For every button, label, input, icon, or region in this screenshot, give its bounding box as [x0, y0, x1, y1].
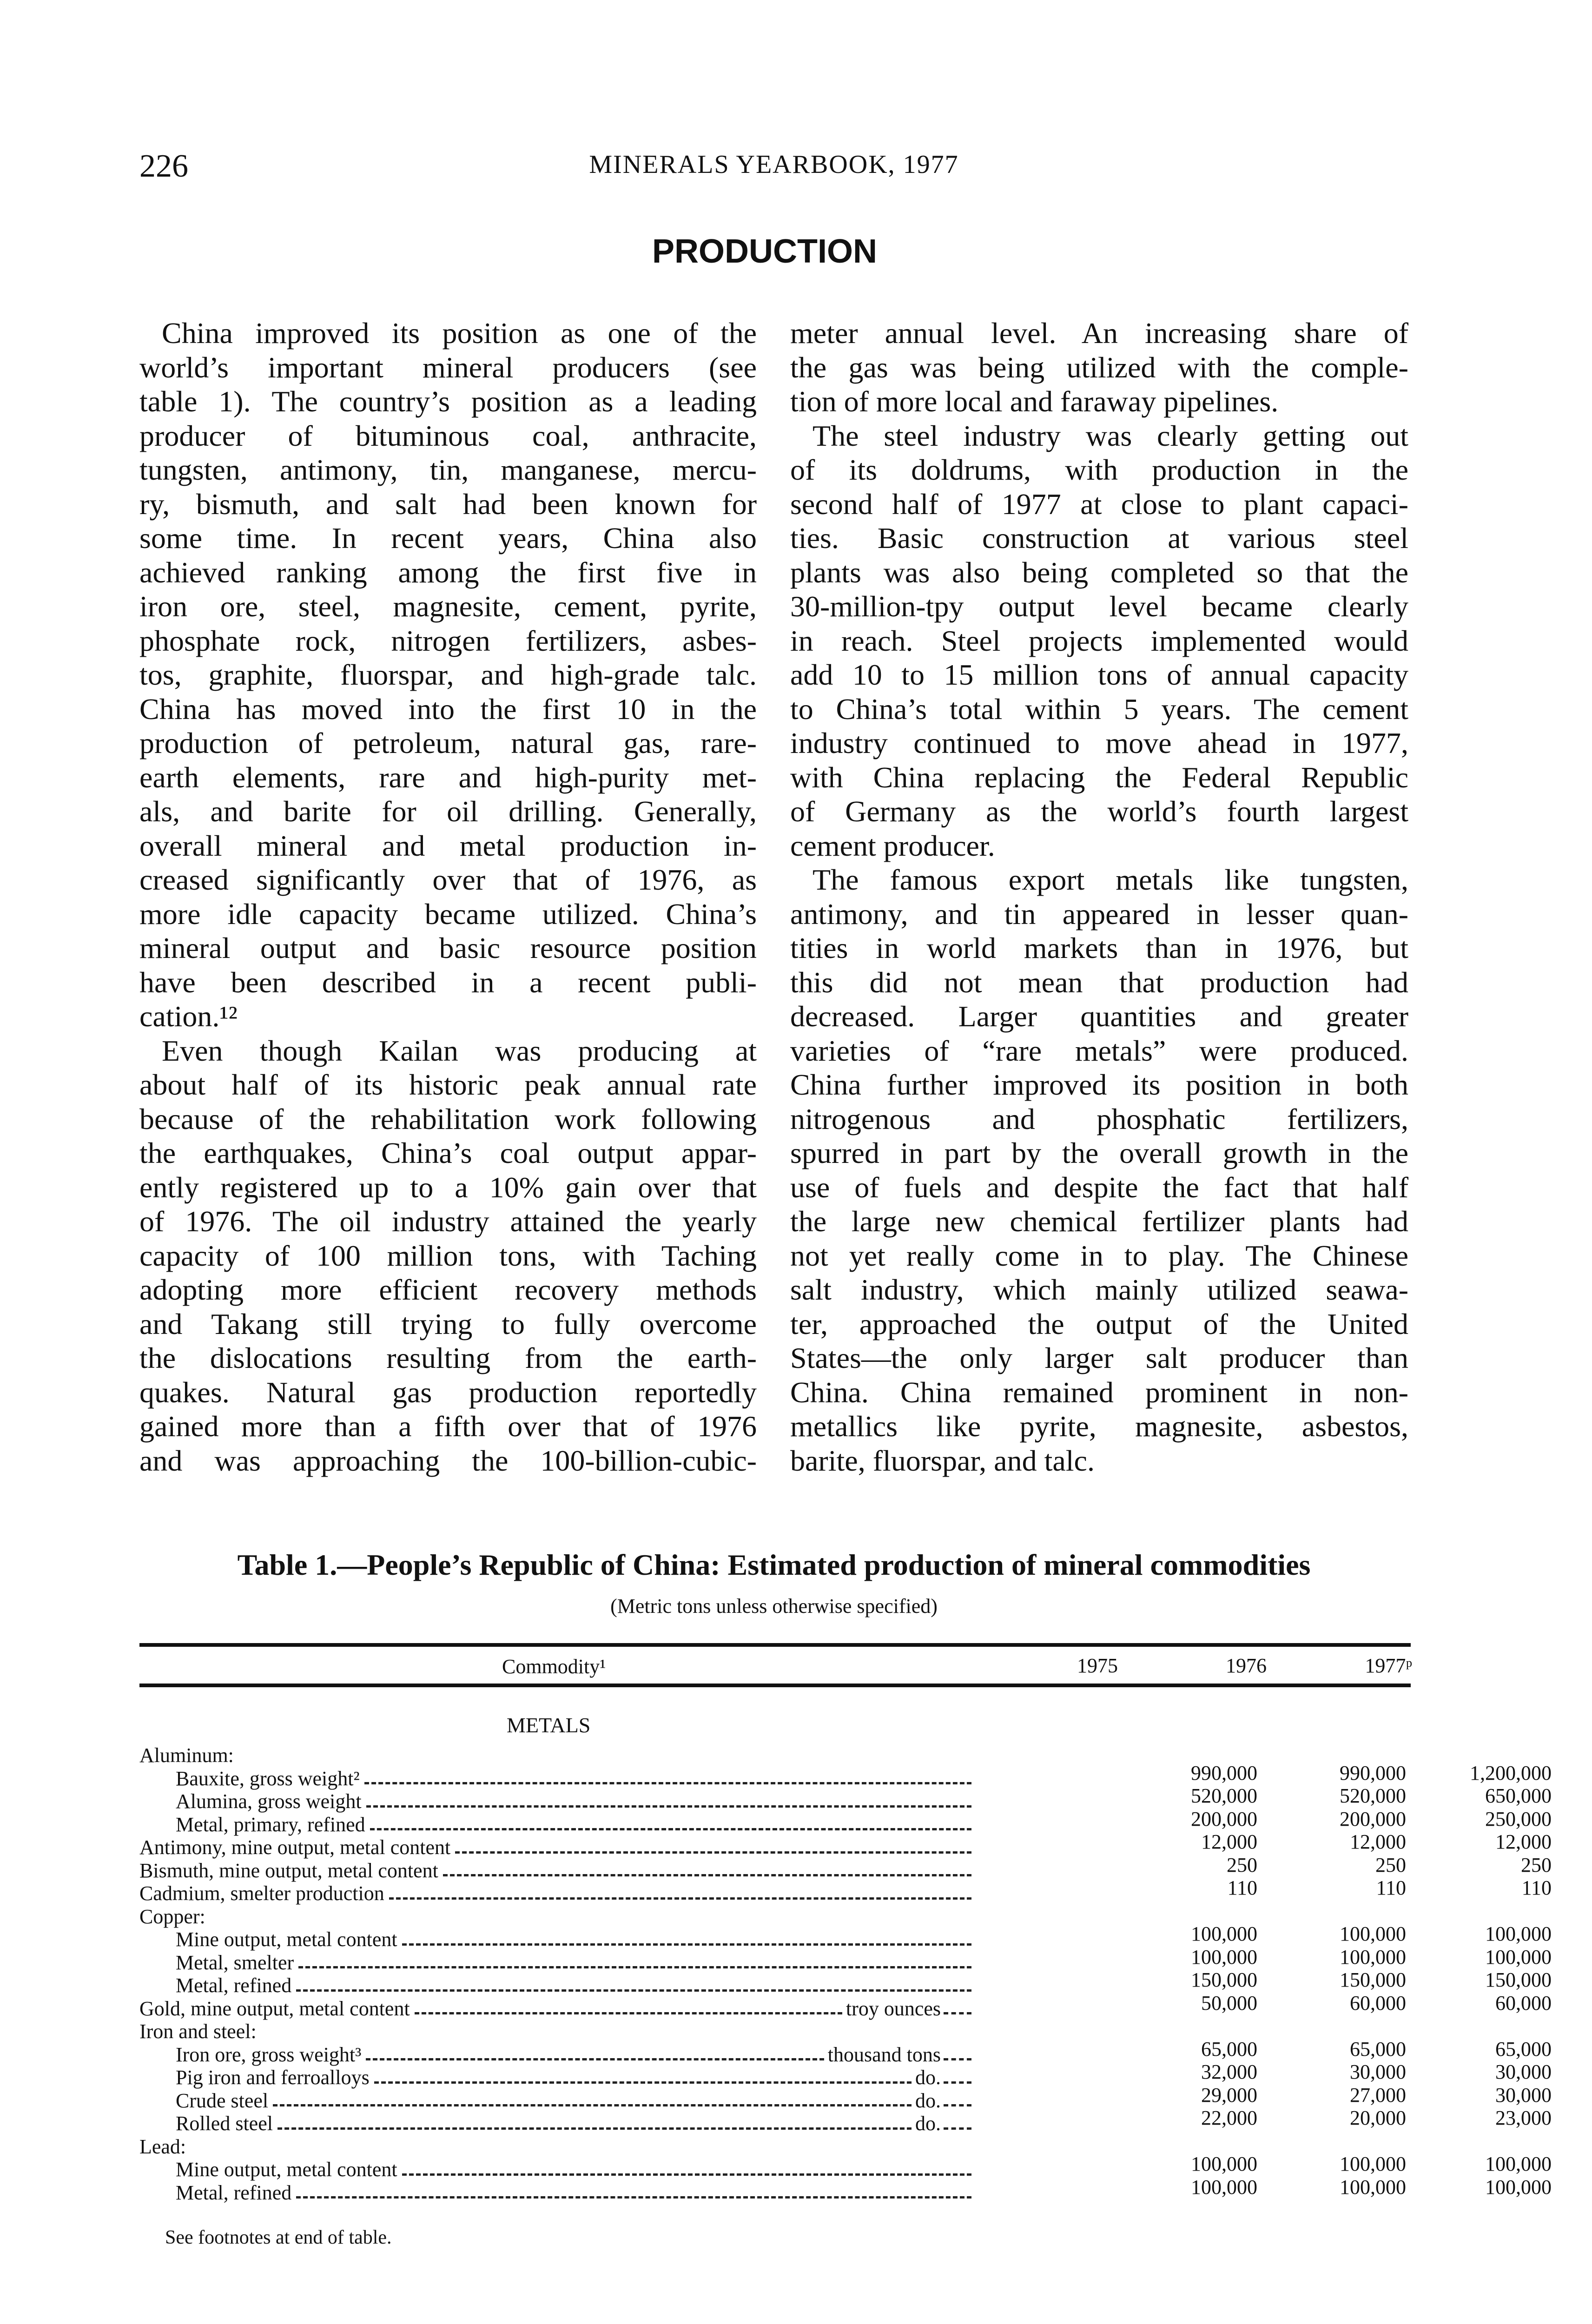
section-title: PRODUCTION — [652, 233, 877, 270]
value-1975: 110 — [1227, 1876, 1257, 1899]
text-line: with China replacing the Federal Republic — [790, 760, 1408, 794]
value-1977: 100,000 — [1485, 2175, 1552, 2199]
text-line: second half of 1977 at close to plant capaci- — [790, 487, 1408, 521]
text-line: ently registered up to a 10% gain over that — [139, 1170, 757, 1204]
value-1976: 110 — [1376, 1876, 1406, 1899]
value-1977: 30,000 — [1495, 2083, 1552, 2106]
value-1976: 990,000 — [1340, 1761, 1406, 1784]
table-row — [139, 2175, 1552, 2205]
text-line: meter annual level. An increasing share of — [790, 317, 1408, 350]
value-1975: 100,000 — [1191, 1945, 1257, 1968]
commodity-label: Aluminum: — [139, 1744, 234, 1767]
leader-dots — [374, 2081, 912, 2084]
leader-dots — [402, 1943, 971, 1946]
table-body — [139, 1744, 1552, 2204]
value-1976: 27,000 — [1350, 2083, 1406, 2106]
value-1975: 250 — [1227, 1853, 1257, 1876]
text-line: metallics like pyrite, magnesite, asbestos, — [790, 1410, 1408, 1443]
table-row — [139, 1991, 1552, 2020]
text-line: capacity of 100 million tons, with Taching — [139, 1239, 757, 1272]
text-line: ties. Basic construction at various steel — [790, 522, 1408, 555]
commodity-label: Rolled steel — [176, 2112, 273, 2135]
text-line: China has moved into the first 10 in the — [139, 692, 757, 726]
header-1977: 1977ᵖ — [1365, 1654, 1412, 1677]
text-line: cation.¹² — [139, 1000, 238, 1033]
value-1976: 30,000 — [1350, 2060, 1406, 2083]
leader-dots — [366, 1805, 971, 1808]
leader-dots — [415, 2012, 842, 2014]
value-1977: 100,000 — [1485, 2152, 1552, 2175]
text-line: States—the only larger salt producer than — [790, 1341, 1408, 1374]
leader-dots — [944, 2012, 971, 2014]
row-label-cell — [139, 2135, 971, 2159]
text-line: of 1976. The oil industry attained the yearly — [139, 1205, 757, 1238]
value-1977: 250 — [1521, 1853, 1552, 1876]
value-1975: 50,000 — [1201, 1991, 1257, 2014]
commodity-label: Pig iron and ferroalloys — [176, 2066, 370, 2089]
commodity-label: Metal, primary, refined — [176, 1813, 365, 1836]
text-line: China improved its position as one of the — [162, 317, 757, 350]
commodity-label: Iron and steel: — [139, 2020, 257, 2043]
row-label-cell — [139, 1905, 971, 1928]
commodity-label: Crude steel — [176, 2089, 269, 2112]
leader-dots — [455, 1851, 971, 1854]
row-label-cell — [139, 1882, 971, 1905]
leader-dots — [277, 2127, 912, 2130]
table-subtitle: (Metric tons unless otherwise specified) — [610, 1595, 938, 1618]
value-1975: 100,000 — [1191, 2175, 1257, 2199]
unit-label: do. — [915, 2112, 941, 2135]
table-row — [139, 2106, 1552, 2135]
value-1977: 60,000 — [1495, 1991, 1552, 2014]
text-line: world’s important mineral producers (see — [139, 350, 757, 384]
value-1976: 250 — [1375, 1853, 1406, 1876]
commodity-label: Mine output, metal content — [176, 2158, 397, 2181]
unit-label: do. — [915, 2089, 941, 2112]
value-1976: 65,000 — [1350, 2037, 1406, 2060]
leader-dots — [944, 2058, 971, 2060]
row-label-cell — [176, 2066, 971, 2089]
commodity-label: Bauxite, gross weight² — [176, 1767, 360, 1790]
text-line: gained more than a fifth over that of 1976 — [139, 1410, 757, 1443]
text-line: tities in world markets than in 1976, but — [790, 931, 1408, 964]
commodity-label: Metal, refined — [176, 2181, 292, 2204]
row-label-cell — [176, 2112, 971, 2135]
value-1975: 150,000 — [1191, 1968, 1257, 1991]
commodity-label: Metal, smelter — [176, 1951, 294, 1974]
row-label-cell — [176, 2181, 971, 2205]
text-line: adopting more efficient recovery methods — [139, 1273, 757, 1306]
text-line: and was approaching the 100-billion-cubic- — [139, 1444, 757, 1477]
value-1977: 1,200,000 — [1470, 1761, 1552, 1784]
section-metals: METALS — [507, 1713, 591, 1737]
text-line: of Germany as the world’s fourth largest — [790, 795, 1408, 828]
row-label-cell — [176, 2043, 971, 2067]
text-line: overall mineral and metal production in- — [139, 829, 757, 862]
text-line: ry, bismuth, and salt had been known for — [139, 487, 757, 521]
value-1977: 12,000 — [1495, 1830, 1552, 1853]
unit-label: troy ounces — [846, 1997, 941, 2020]
text-line: 30-million-tpy output level became clearly — [790, 590, 1408, 623]
value-1976: 100,000 — [1340, 2152, 1406, 2175]
commodity-label: Lead: — [139, 2135, 186, 2158]
value-1975: 990,000 — [1191, 1761, 1257, 1784]
value-1977: 100,000 — [1485, 1922, 1552, 1945]
value-1976: 200,000 — [1340, 1807, 1406, 1830]
value-1976: 12,000 — [1350, 1830, 1406, 1853]
text-line: the earthquakes, China’s coal output appar- — [139, 1136, 757, 1169]
text-line: salt industry, which mainly utilized seawa- — [790, 1273, 1408, 1306]
value-1977: 150,000 — [1485, 1968, 1552, 1991]
unit-label: do. — [915, 2066, 941, 2089]
commodity-label: Bismuth, mine output, metal content — [139, 1859, 438, 1882]
commodity-label: Metal, refined — [176, 1974, 292, 1997]
commodity-label: Alumina, gross weight — [176, 1790, 362, 1813]
value-1976: 150,000 — [1340, 1968, 1406, 1991]
text-line: and Takang still trying to fully overcome — [139, 1307, 757, 1340]
value-1977: 23,000 — [1495, 2106, 1552, 2129]
commodity-label: Iron ore, gross weight³ — [176, 2043, 362, 2066]
leader-dots — [443, 1874, 971, 1876]
text-line: phosphate rock, nitrogen fertilizers, asbes- — [139, 624, 757, 657]
value-1975: 100,000 — [1191, 1922, 1257, 1945]
text-column-left — [139, 316, 757, 1478]
row-label-cell — [139, 1836, 971, 1859]
commodity-label: Cadmium, smelter production — [139, 1882, 384, 1905]
text-line: tungsten, antimony, tin, manganese, mercu- — [139, 453, 757, 486]
row-label-cell — [176, 1951, 971, 1974]
leader-dots — [364, 1782, 971, 1784]
leader-dots — [370, 1828, 971, 1830]
value-1977: 110 — [1521, 1876, 1552, 1899]
row-label-cell — [139, 2020, 971, 2043]
text-line: the gas was being utilized with the comple- — [790, 350, 1408, 384]
text-line: spurred in part by the overall growth in the — [790, 1136, 1408, 1169]
text-line: The steel industry was clearly getting out — [813, 419, 1408, 452]
running-head: MINERALS YEARBOOK, 1977 — [589, 150, 959, 179]
value-1975: 32,000 — [1201, 2060, 1257, 2083]
commodity-label: Gold, mine output, metal content — [139, 1997, 410, 2020]
commodity-label: Copper: — [139, 1905, 205, 1928]
text-line: tos, graphite, fluorspar, and high-grade talc. — [139, 658, 757, 691]
text-line: China further improved its position in both — [790, 1068, 1408, 1101]
text-line: als, and barite for oil drilling. Generally, — [139, 795, 757, 828]
value-1977: 250,000 — [1485, 1807, 1552, 1830]
leader-dots — [273, 2104, 912, 2106]
header-commodity: Commodity¹ — [502, 1655, 606, 1678]
value-1976: 60,000 — [1350, 1991, 1406, 2014]
text-line: the large new chemical fertilizer plants had — [790, 1205, 1408, 1238]
leader-dots — [944, 2127, 971, 2130]
row-label-cell — [176, 1767, 971, 1790]
text-line: tion of more local and faraway pipelines. — [790, 385, 1279, 418]
row-label-cell — [176, 1790, 971, 1813]
value-1975: 12,000 — [1201, 1830, 1257, 1853]
value-1977: 30,000 — [1495, 2060, 1552, 2083]
unit-label: thousand tons — [827, 2043, 941, 2066]
leader-dots — [296, 1989, 971, 1992]
header-1976: 1976 — [1226, 1654, 1267, 1677]
leader-dots — [296, 2196, 971, 2199]
text-line: antimony, and tin appeared in lesser quan- — [790, 897, 1408, 931]
text-column-right — [790, 316, 1408, 1478]
table-row — [139, 1876, 1552, 1905]
text-line: producer of bituminous coal, anthracite, — [139, 419, 757, 452]
value-1976: 20,000 — [1350, 2106, 1406, 2129]
text-line: varieties of “rare metals” were produced. — [790, 1034, 1408, 1067]
value-1975: 65,000 — [1201, 2037, 1257, 2060]
text-line: use of fuels and despite the fact that half — [790, 1170, 1408, 1204]
value-1975: 200,000 — [1191, 1807, 1257, 1830]
text-line: quakes. Natural gas production reportedly — [139, 1375, 757, 1409]
text-line: China. China remained prominent in non- — [790, 1375, 1408, 1409]
table-rule-header — [139, 1684, 1411, 1687]
value-1976: 520,000 — [1340, 1784, 1406, 1807]
value-1976: 100,000 — [1340, 1945, 1406, 1968]
leader-dots — [944, 2104, 971, 2106]
text-line: the dislocations resulting from the earth- — [139, 1341, 757, 1374]
text-line: this did not mean that production had — [790, 965, 1408, 999]
commodity-label: Antimony, mine output, metal content — [139, 1836, 451, 1859]
text-line: about half of its historic peak annual rate — [139, 1068, 757, 1101]
header-1975: 1975 — [1077, 1654, 1118, 1677]
text-line: industry continued to move ahead in 1977, — [790, 726, 1408, 759]
leader-dots — [944, 2081, 971, 2084]
row-label-cell — [139, 1859, 971, 1882]
text-line: not yet really come in to play. The Chinese — [790, 1239, 1408, 1272]
row-label-cell — [139, 1997, 971, 2020]
text-line: table 1). The country’s position as a leading — [139, 385, 757, 418]
text-line: in reach. Steel projects implemented would — [790, 624, 1408, 657]
text-line: creased significantly over that of 1976, as — [139, 863, 757, 896]
page-number: 226 — [139, 148, 188, 184]
value-1976: 100,000 — [1340, 1922, 1406, 1945]
leader-dots — [366, 2058, 824, 2060]
row-label-cell — [176, 1928, 971, 1951]
text-line: Even though Kailan was producing at — [162, 1034, 757, 1067]
text-line: cement producer. — [790, 829, 995, 862]
text-line: of its doldrums, with production in the — [790, 453, 1408, 486]
value-1977: 650,000 — [1485, 1784, 1552, 1807]
text-line: to China’s total within 5 years. The cement — [790, 692, 1408, 726]
text-line: nitrogenous and phosphatic fertilizers, — [790, 1102, 1408, 1136]
leader-dots — [389, 1897, 971, 1900]
value-1975: 100,000 — [1191, 2152, 1257, 2175]
text-line: add 10 to 15 million tons of annual capacity — [790, 658, 1408, 691]
text-line: decreased. Larger quantities and greater — [790, 1000, 1408, 1033]
text-line: barite, fluorspar, and talc. — [790, 1444, 1095, 1477]
leader-dots — [298, 1966, 971, 1968]
text-line: have been described in a recent publi- — [139, 965, 757, 999]
value-1975: 520,000 — [1191, 1784, 1257, 1807]
text-line: because of the rehabilitation work following — [139, 1102, 757, 1136]
row-label-cell — [176, 1813, 971, 1836]
row-label-cell — [176, 1974, 971, 1997]
text-line: iron ore, steel, magnesite, cement, pyrite, — [139, 590, 757, 623]
text-line: production of petroleum, natural gas, rare- — [139, 726, 757, 759]
text-line: The famous export metals like tungsten, — [813, 863, 1408, 896]
table-title: Table 1.—People’s Republic of China: Estimated production of mineral commodities — [237, 1548, 1311, 1581]
value-1977: 65,000 — [1495, 2037, 1552, 2060]
row-label-cell — [139, 1744, 971, 1767]
text-line: achieved ranking among the first five in — [139, 555, 757, 589]
commodity-label: Mine output, metal content — [176, 1928, 397, 1951]
text-line: plants was also being completed so that the — [790, 555, 1408, 589]
table-rule-top — [139, 1643, 1411, 1647]
value-1975: 29,000 — [1201, 2083, 1257, 2106]
row-label-cell — [176, 2089, 971, 2113]
value-1977: 100,000 — [1485, 1945, 1552, 1968]
text-line: some time. In recent years, China also — [139, 522, 757, 555]
text-line: earth elements, rare and high-purity met- — [139, 760, 757, 794]
leader-dots — [402, 2173, 971, 2176]
footnote-reference: See footnotes at end of table. — [165, 2227, 392, 2248]
text-line: mineral output and basic resource position — [139, 931, 757, 964]
row-label-cell — [176, 2158, 971, 2181]
text-line: more idle capacity became utilized. China’s — [139, 897, 757, 931]
text-line: ter, approached the output of the United — [790, 1307, 1408, 1340]
value-1976: 100,000 — [1340, 2175, 1406, 2199]
value-1975: 22,000 — [1201, 2106, 1257, 2129]
